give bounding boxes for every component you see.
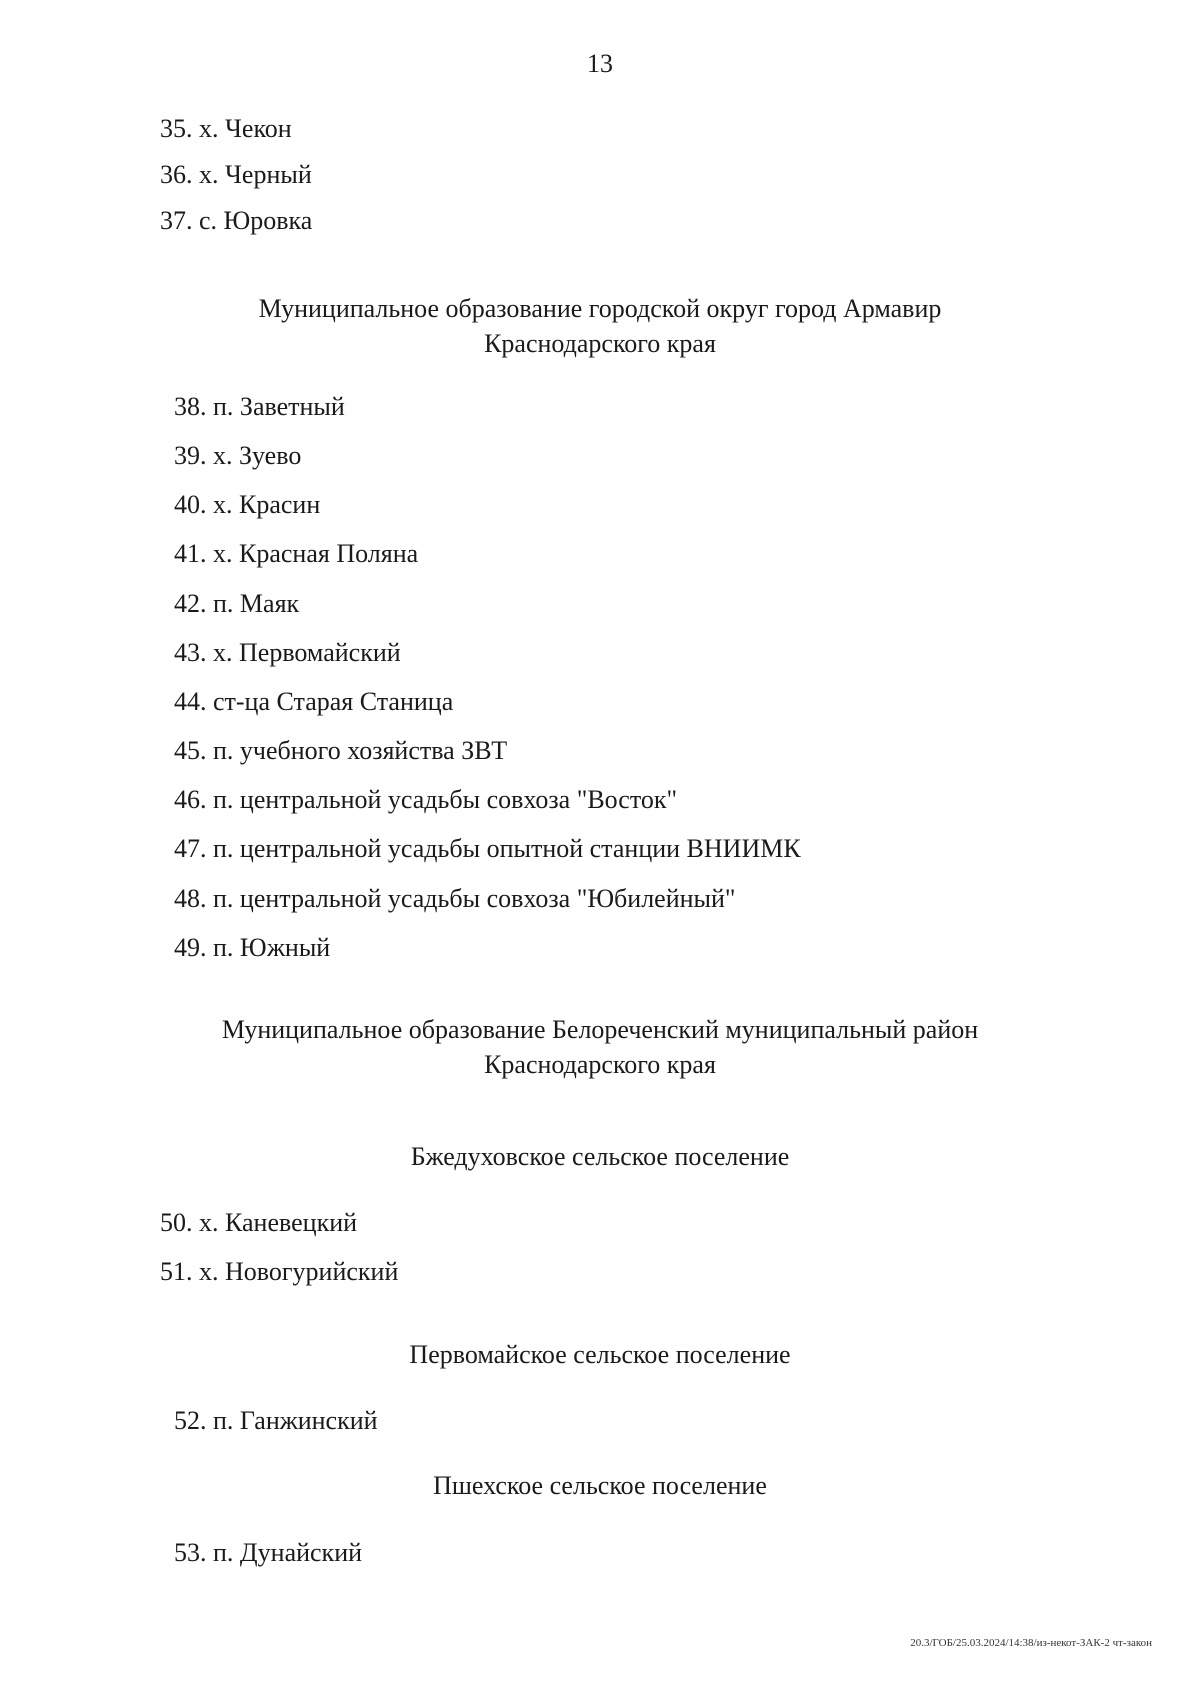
list-item: 38. п. Заветный bbox=[174, 392, 345, 421]
section-heading-belorechensky-line2: Краснодарского края bbox=[484, 1050, 716, 1079]
list-item: 51. х. Новогурийский bbox=[160, 1257, 399, 1286]
list-item: 44. ст-ца Старая Станица bbox=[174, 687, 454, 716]
list-item: 36. х. Черный bbox=[160, 160, 312, 189]
list-item: 35. х. Чекон bbox=[160, 114, 292, 143]
list-item: 40. х. Красин bbox=[174, 490, 321, 519]
list-item: 52. п. Ганжинский bbox=[174, 1406, 378, 1435]
list-item: 49. п. Южный bbox=[174, 933, 331, 962]
section-heading-armavir-line1: Муниципальное образование городской округ город Армавир bbox=[258, 294, 942, 323]
page-number: 13 bbox=[587, 49, 613, 78]
list-item: 43. х. Первомайский bbox=[174, 638, 401, 667]
list-item: 48. п. центральной усадьбы совхоза "Юбилейный" bbox=[174, 884, 736, 913]
list-item: 50. х. Каневецкий bbox=[160, 1208, 358, 1237]
list-item: 41. х. Красная Поляна bbox=[174, 539, 419, 568]
list-item: 46. п. центральной усадьбы совхоза "Восток" bbox=[174, 785, 678, 814]
subsection-heading-bzheduhovskoe: Бжедуховское сельское поселение bbox=[410, 1142, 790, 1171]
list-item: 47. п. центральной усадьбы опытной станции ВНИИМК bbox=[174, 834, 801, 863]
section-heading-belorechensky-line1: Муниципальное образование Белореченский муниципальный район bbox=[221, 1015, 979, 1044]
list-item: 45. п. учебного хозяйства ЗВТ bbox=[174, 736, 508, 765]
subsection-heading-pshehskoe: Пшехское сельское поселение bbox=[433, 1471, 767, 1500]
list-item: 53. п. Дунайский bbox=[174, 1538, 363, 1567]
list-item: 42. п. Маяк bbox=[174, 589, 300, 618]
section-heading-armavir-line2: Краснодарского края bbox=[484, 329, 716, 358]
document-footer-code: 20.3/ГОБ/25.03.2024/14:38/из-некот-ЗАК-2 чт-закон bbox=[910, 1637, 1152, 1649]
subsection-heading-pervomayskoe: Первомайское сельское поселение bbox=[409, 1340, 791, 1369]
list-item: 39. х. Зуево bbox=[174, 441, 302, 470]
list-item: 37. с. Юровка bbox=[160, 206, 313, 235]
